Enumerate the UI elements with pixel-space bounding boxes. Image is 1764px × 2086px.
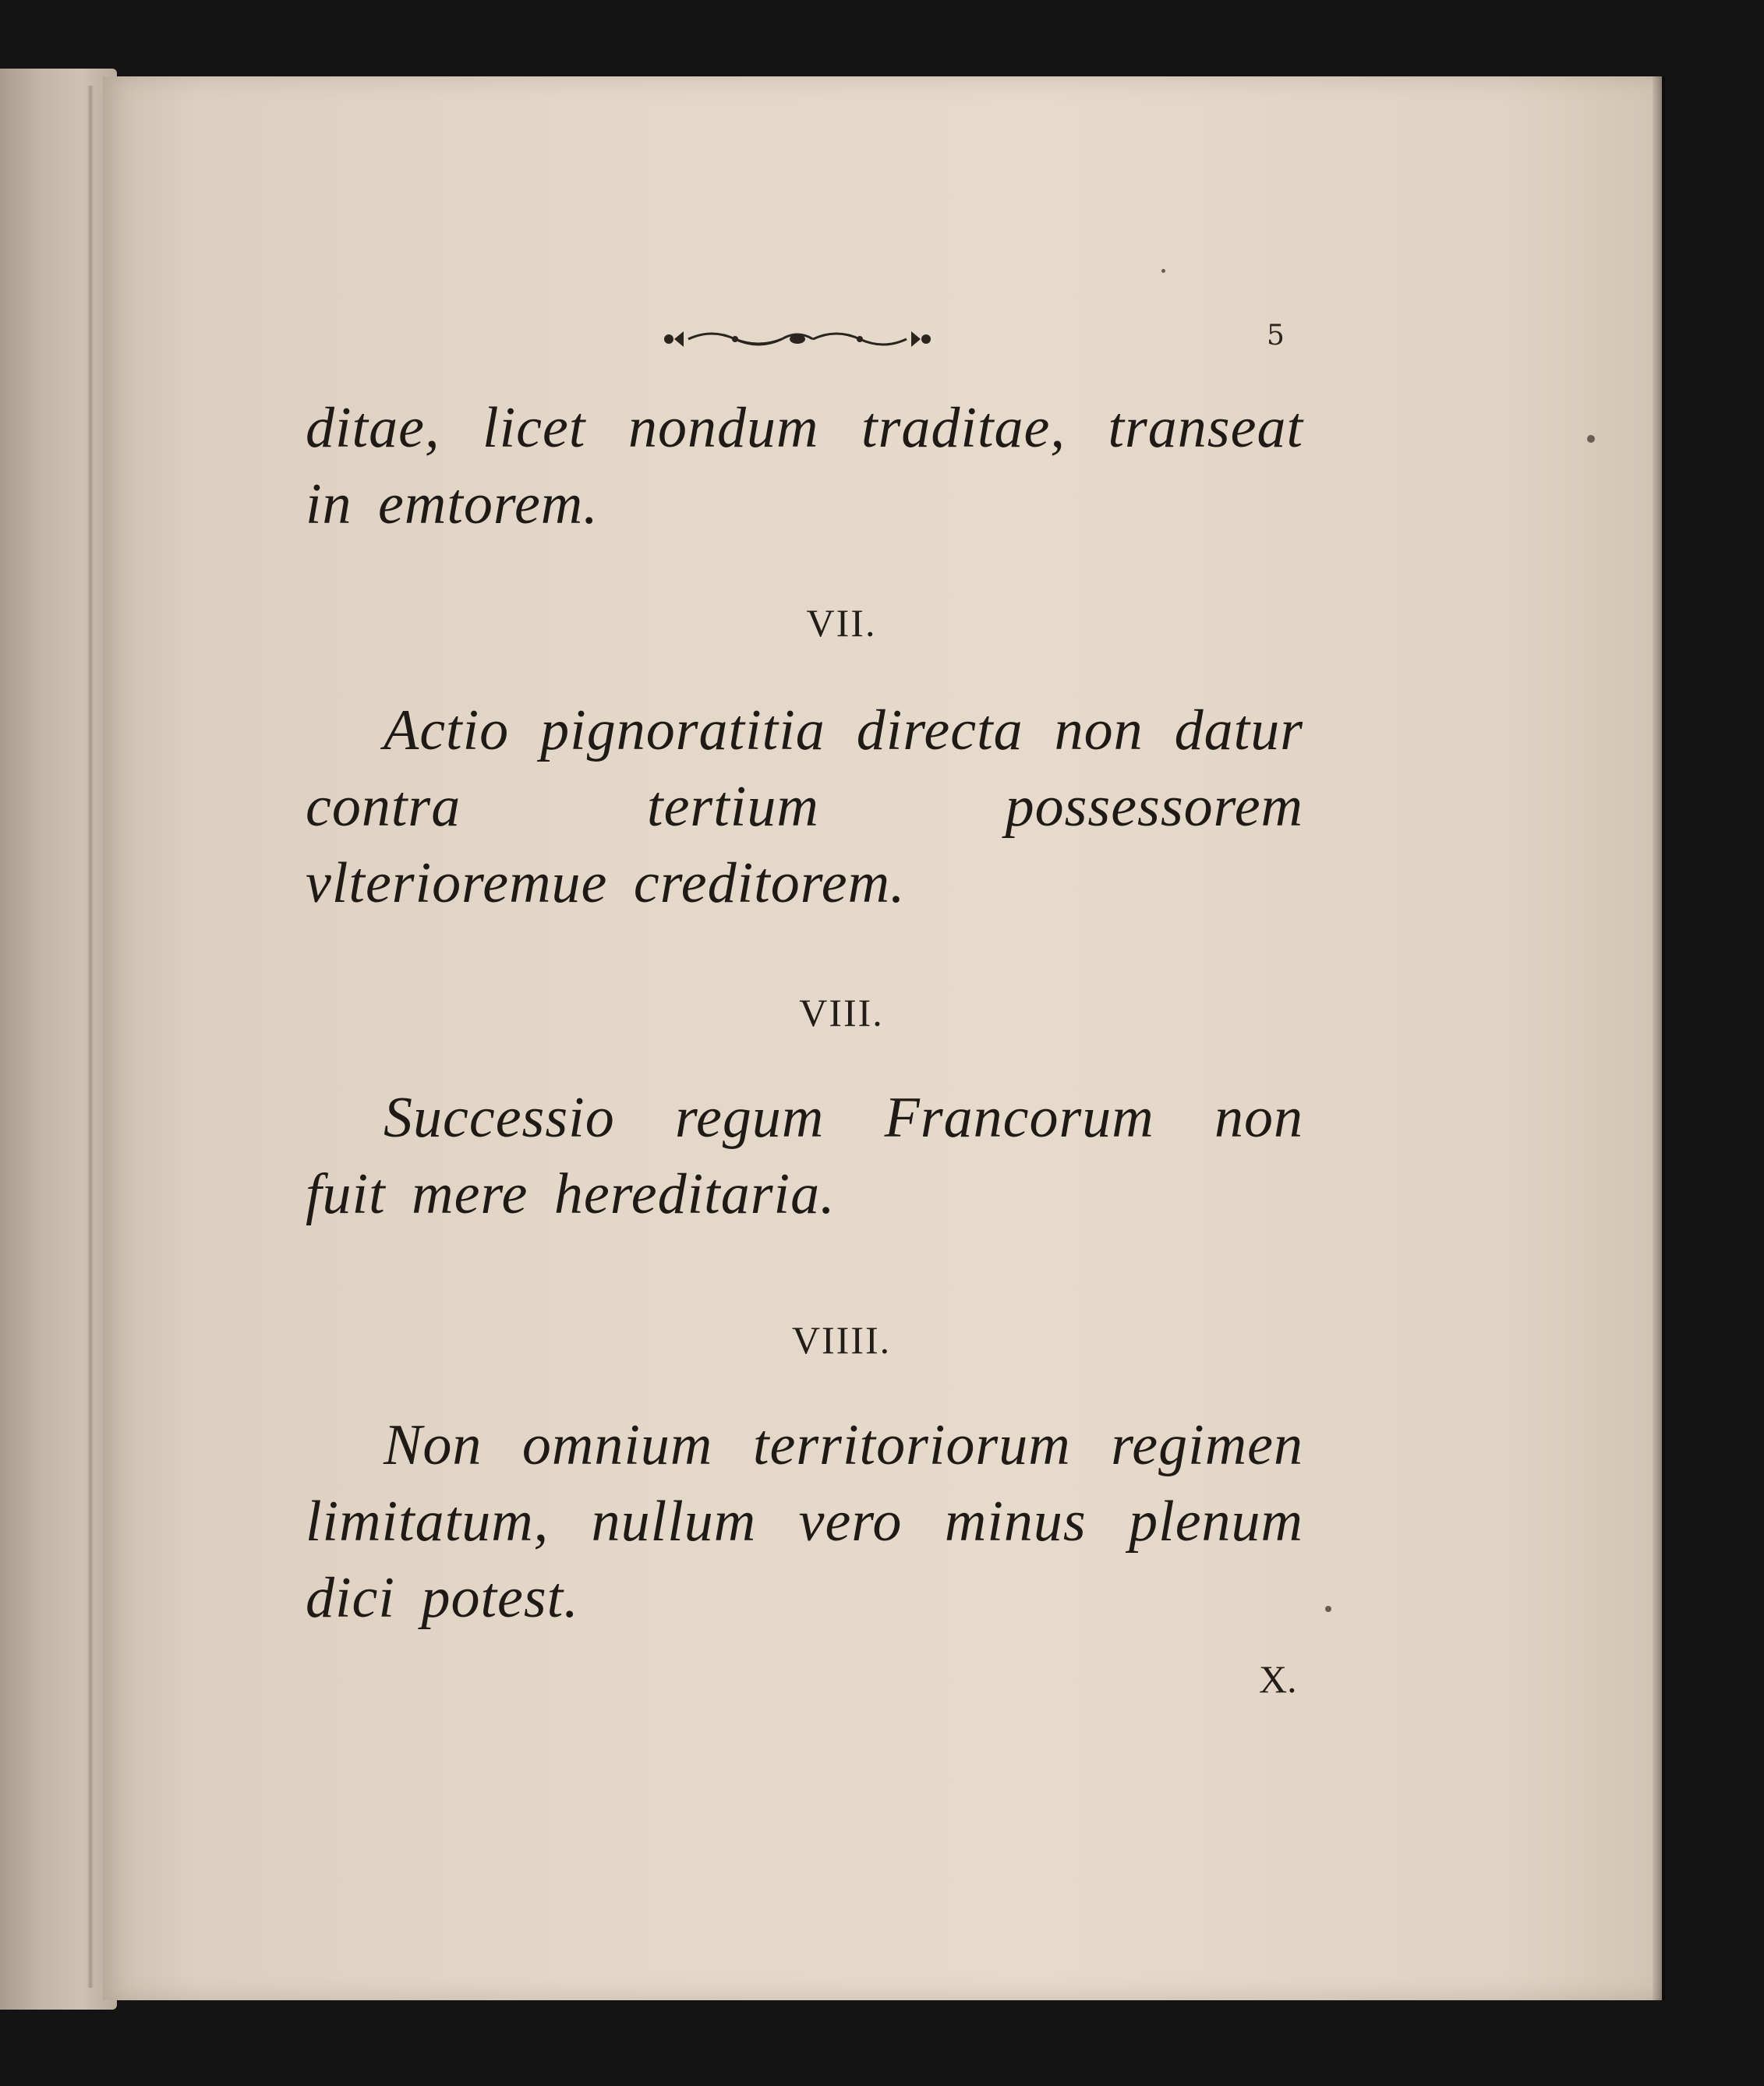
right-page (103, 76, 1662, 2000)
section-heading-viii: VIII. (799, 991, 884, 1034)
paper-speck (1325, 1606, 1331, 1612)
section-heading-viiii: VIIII. (791, 1318, 892, 1362)
fleuron-ornament-icon (657, 320, 938, 359)
paper-speck (1587, 435, 1595, 443)
section-heading-vii: VII. (806, 601, 877, 645)
left-page-edge (0, 69, 117, 2010)
paragraph-viii: Successio regum Francorum non fuit mere hereditaria. (306, 1086, 1303, 1226)
paragraph-viiii: Non omnium territoriorum regimen limitatum, nullum vero minus plenum dici potest. (306, 1413, 1303, 1630)
page-edge-shadow (1653, 76, 1665, 2000)
paragraph-continuation: ditae, licet nondum traditae, transeat in emtorem. (306, 396, 1303, 536)
page-gutter (87, 86, 94, 1988)
catchword: X. (1259, 1657, 1297, 1701)
page-number: 5 (1267, 320, 1285, 352)
paper-speck (1161, 269, 1165, 273)
paragraph-vii: Actio pignoratitia directa non datur contra tertium possessorem vlterioremue creditorem. (306, 698, 1303, 915)
